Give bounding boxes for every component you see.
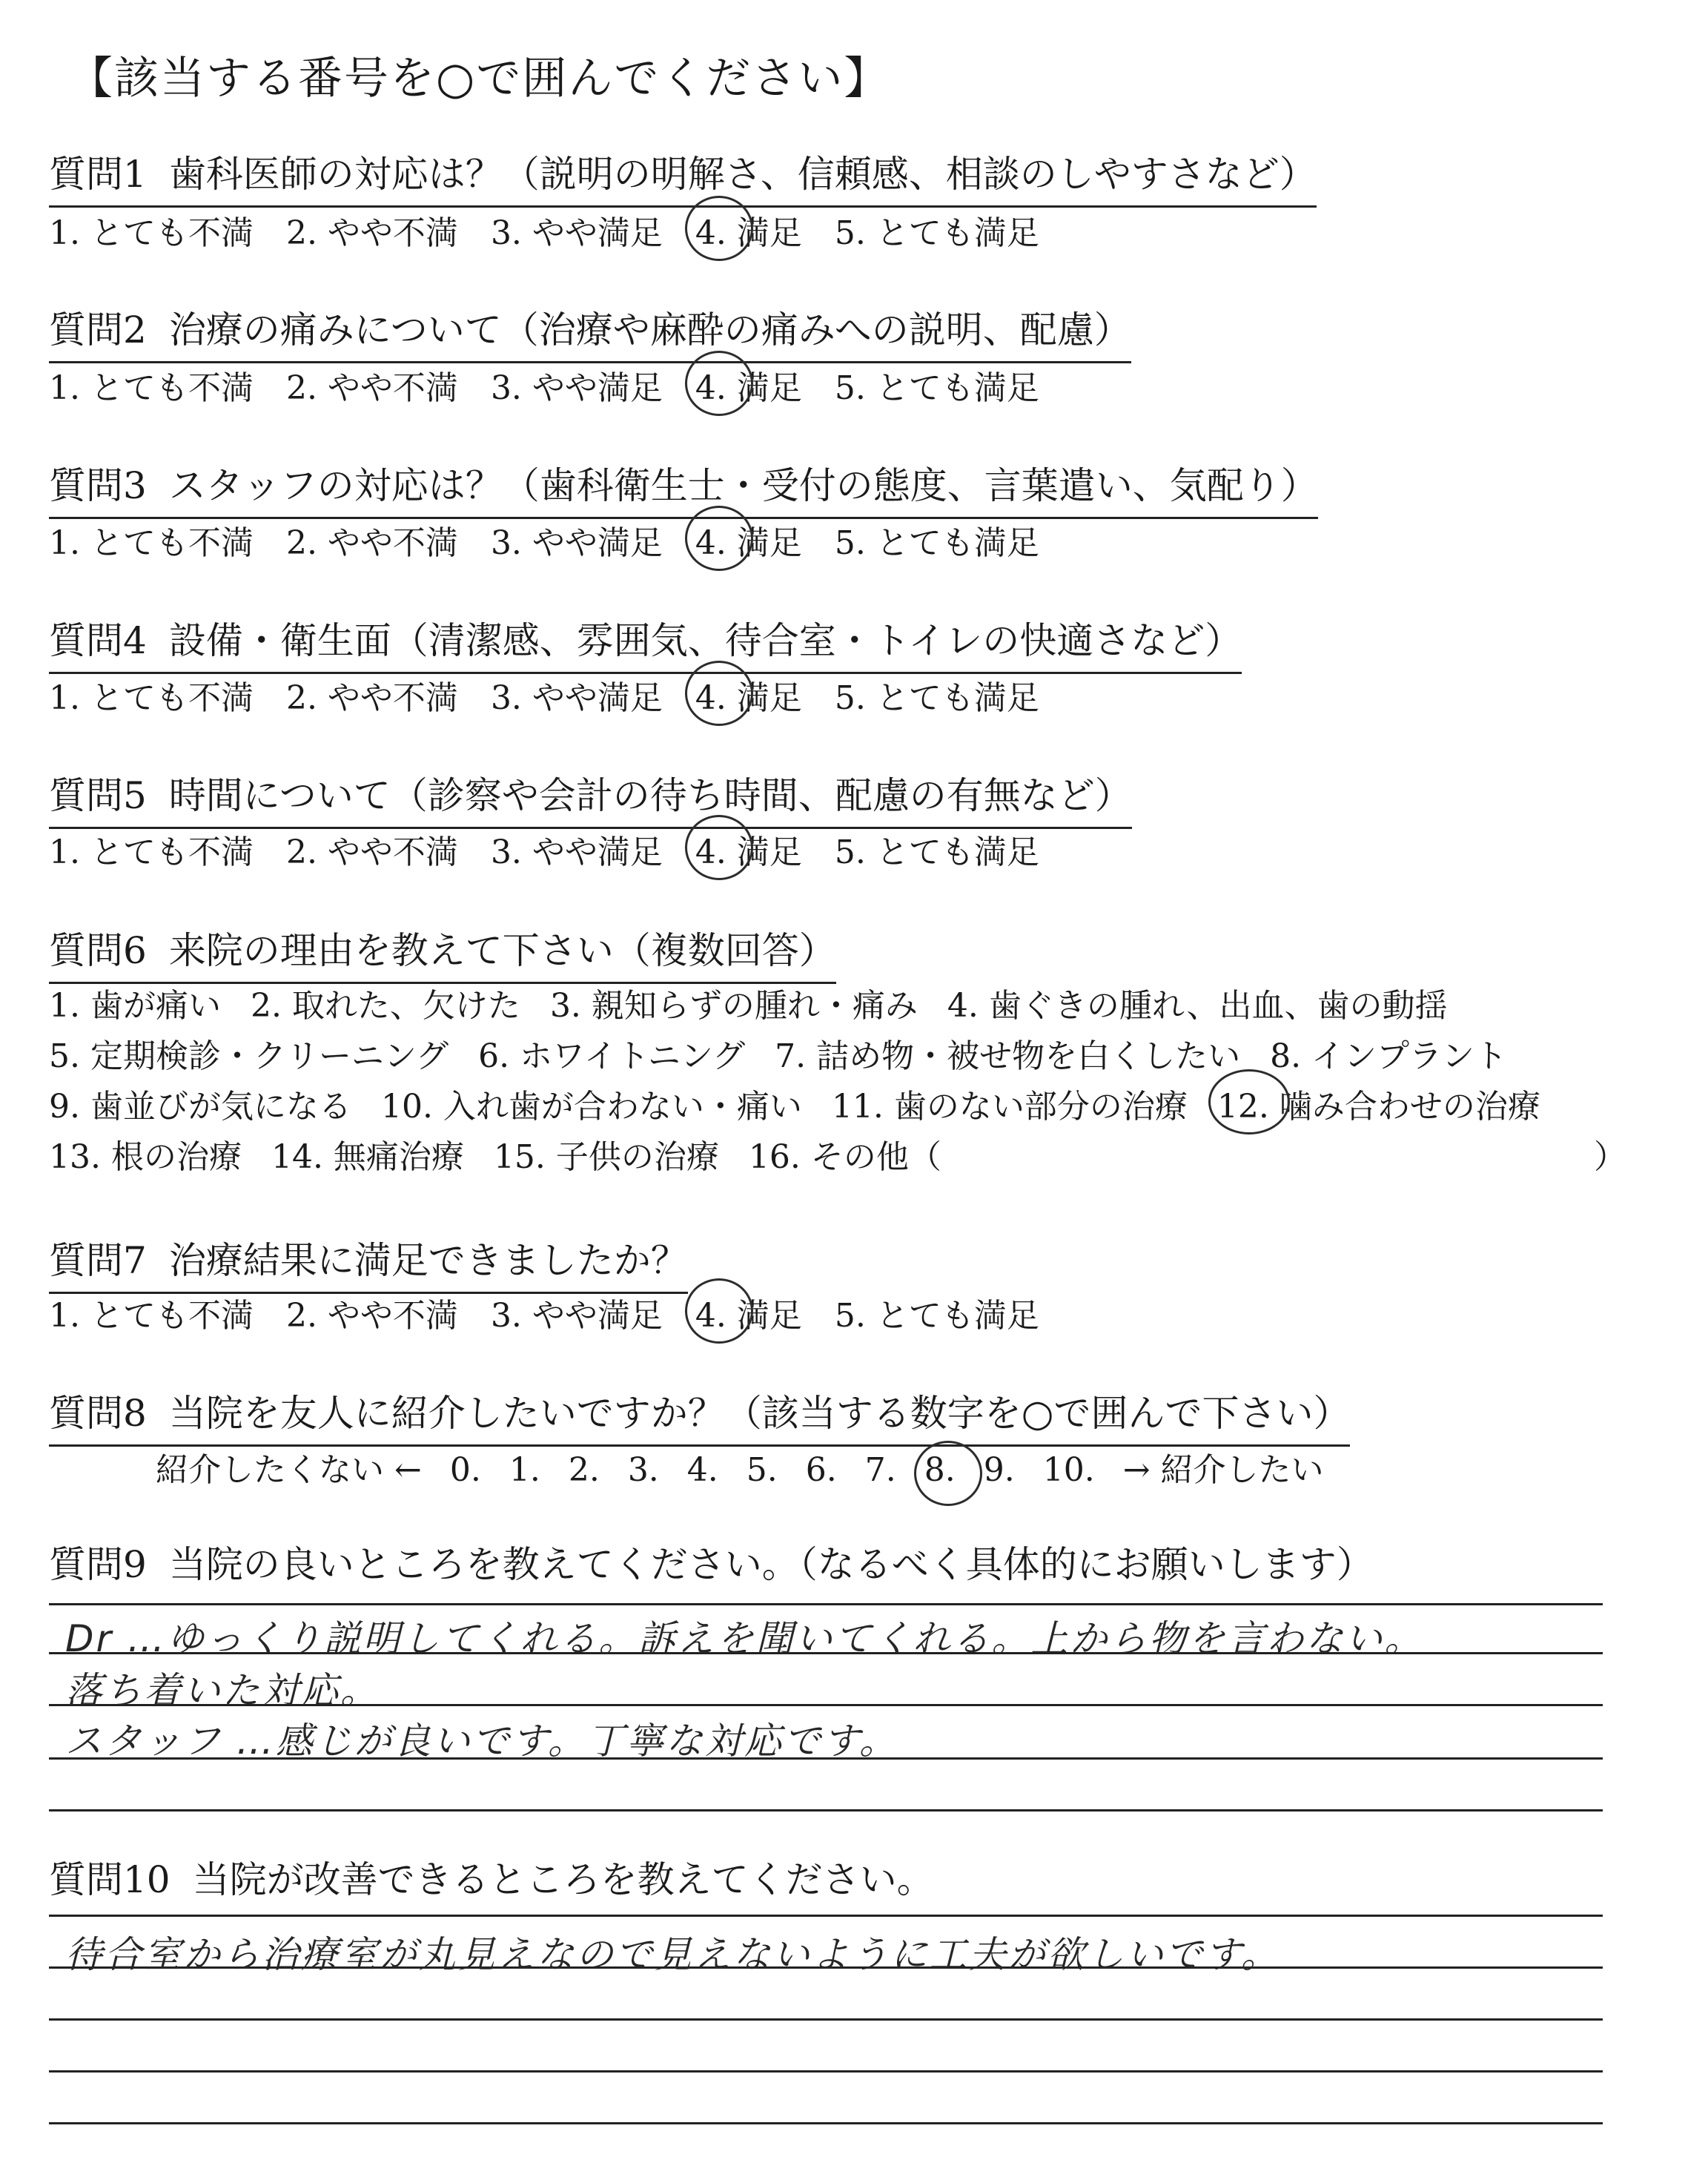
question-number: 質問5 xyxy=(49,774,147,817)
option-selected[interactable]: 4. 満足 xyxy=(695,1289,802,1336)
question-text: スタッフの対応は？（歯科衛生士・受付の態度、言葉遣い、気配り） xyxy=(168,464,1318,507)
answer-9-line-2[interactable]: 落ち着いた対応。 xyxy=(65,1669,380,1712)
answer-line xyxy=(49,1915,1603,1917)
question-5-title xyxy=(49,766,1132,829)
scale-value[interactable]: 9. xyxy=(983,1451,1015,1489)
question-number: 質問2 xyxy=(49,308,147,351)
question-7-title xyxy=(49,1231,688,1294)
question-text: 治療結果に満足できましたか？ xyxy=(168,1239,688,1282)
question-number: 質問1 xyxy=(49,153,147,196)
reason-option[interactable]: 2. 取れた、欠けた xyxy=(250,987,520,1025)
option[interactable]: 3. やや満足 xyxy=(490,369,663,407)
option[interactable]: 2. やや不満 xyxy=(285,214,458,252)
option[interactable]: 3. やや満足 xyxy=(490,833,663,871)
question-5-options xyxy=(49,825,1072,873)
question-3-title xyxy=(49,456,1318,519)
option[interactable]: 1. とても不満 xyxy=(49,524,254,562)
question-text: 時間について（診察や会計の待ち時間、配慮の有無など） xyxy=(168,774,1132,817)
question-7-options xyxy=(49,1289,1072,1336)
question-8-title xyxy=(49,1384,1350,1447)
reason-option-selected[interactable]: 12. 噛み合わせの治療 xyxy=(1217,1080,1540,1127)
scale-value[interactable]: 6. xyxy=(805,1451,837,1489)
question-number: 質問3 xyxy=(49,464,147,507)
option[interactable]: 5. とても満足 xyxy=(834,524,1039,562)
option-selected[interactable]: 4. 満足 xyxy=(695,671,802,719)
page-title: 【該当する番号を○で囲んでください】 xyxy=(68,53,890,105)
option[interactable]: 2. やや不満 xyxy=(285,369,458,407)
question-4-options xyxy=(49,671,1072,719)
scale-right-label: → 紹介したい xyxy=(1122,1451,1324,1489)
question-number: 質問9 xyxy=(49,1543,147,1586)
option-selected[interactable]: 4. 満足 xyxy=(695,361,802,409)
scale-value-selected[interactable]: 8. xyxy=(924,1451,956,1489)
option[interactable]: 1. とても不満 xyxy=(49,833,254,871)
reason-option[interactable]: 7. 詰め物・被せ物を白くしたい xyxy=(775,1037,1241,1075)
question-2-title xyxy=(49,300,1131,363)
option-selected[interactable]: 4. 満足 xyxy=(695,825,802,873)
reason-option[interactable]: 11. 歯のない部分の治療 xyxy=(831,1088,1188,1126)
reasons-row xyxy=(49,1029,1570,1080)
scale-value[interactable]: 3. xyxy=(627,1451,659,1489)
reason-option[interactable]: 15. 子供の治療 xyxy=(493,1138,719,1176)
question-1-options xyxy=(49,206,1072,254)
option[interactable]: 5. とても満足 xyxy=(834,1297,1039,1335)
reason-option[interactable]: 10. 入れ歯が合わない・痛い xyxy=(380,1088,802,1126)
reason-option[interactable]: 14. 無痛治療 xyxy=(271,1138,464,1176)
question-text: 当院が改善できるところを教えてください。 xyxy=(192,1858,934,1901)
question-4-title xyxy=(49,611,1242,674)
question-number: 質問7 xyxy=(49,1239,147,1282)
answer-9-line-1[interactable]: Dr …ゆっくり説明してくれる。訴えを聞いてくれる。上から物を言わない。 xyxy=(65,1617,1424,1660)
question-2-options xyxy=(49,361,1072,409)
answer-line xyxy=(49,2122,1603,2124)
answer-line xyxy=(49,1603,1603,1605)
reasons-row xyxy=(49,979,1570,1029)
question-number: 質問6 xyxy=(49,929,147,972)
option[interactable]: 3. やや満足 xyxy=(490,214,663,252)
reason-option[interactable]: 4. 歯ぐきの腫れ、出血、歯の動揺 xyxy=(947,987,1448,1025)
option[interactable]: 2. やや不満 xyxy=(285,1297,458,1335)
answer-9-line-3[interactable]: スタッフ …感じが良いです。丁寧な対応です。 xyxy=(65,1720,898,1763)
scale-value[interactable]: 7. xyxy=(864,1451,896,1489)
option[interactable]: 3. やや満足 xyxy=(490,524,663,562)
answer-line xyxy=(49,1809,1603,1811)
reason-option[interactable]: 13. 根の治療 xyxy=(49,1138,242,1176)
other-close-paren: ） xyxy=(1594,1138,1626,1176)
option[interactable]: 5. とても満足 xyxy=(834,369,1039,407)
question-number: 質問8 xyxy=(49,1392,147,1435)
scale-value[interactable]: 2. xyxy=(568,1451,600,1489)
option-selected[interactable]: 4. 満足 xyxy=(695,206,802,254)
reason-option[interactable]: 5. 定期検診・クリーニング xyxy=(49,1037,449,1075)
reason-option[interactable]: 8. インプラント xyxy=(1270,1037,1508,1075)
option[interactable]: 1. とても不満 xyxy=(49,214,254,252)
question-text: 当院の良いところを教えてください。（なるべく具体的にお願いします） xyxy=(168,1543,1374,1586)
reason-option[interactable]: 1. 歯が痛い xyxy=(49,987,221,1025)
question-text: 歯科医師の対応は？（説明の明解さ、信頼感、相談のしやすさなど） xyxy=(168,153,1317,196)
answer-line xyxy=(49,2070,1603,2073)
question-text: 当院を友人に紹介したいですか？（該当する数字を○で囲んで下さい） xyxy=(168,1392,1351,1435)
question-6-title xyxy=(49,921,836,984)
question-10-title xyxy=(49,1850,934,1911)
option[interactable]: 1. とても不満 xyxy=(49,679,254,717)
scale-value[interactable]: 1. xyxy=(509,1451,540,1489)
reason-option[interactable]: 16. その他（ xyxy=(748,1138,941,1176)
scale-value[interactable]: 4. xyxy=(686,1451,718,1489)
reason-option[interactable]: 9. 歯並びが気になる xyxy=(49,1088,351,1126)
option-selected[interactable]: 4. 満足 xyxy=(695,516,802,564)
reason-option[interactable]: 6. ホワイトニング xyxy=(478,1037,746,1075)
question-9-title xyxy=(49,1535,1374,1596)
question-text: 来院の理由を教えて下さい（複数回答） xyxy=(168,929,836,972)
reason-option[interactable]: 3. 親知らずの腫れ・痛み xyxy=(549,987,918,1025)
question-3-options xyxy=(49,516,1072,564)
scale-left-label: 紹介したくない ← xyxy=(156,1451,422,1489)
question-1-title xyxy=(49,145,1317,208)
option[interactable]: 5. とても満足 xyxy=(834,833,1039,871)
question-text: 設備・衛生面（清潔感、雰囲気、待合室・トイレの快適さなど） xyxy=(168,619,1242,662)
option[interactable]: 2. やや不満 xyxy=(285,524,458,562)
option[interactable]: 5. とても満足 xyxy=(834,214,1039,252)
answer-10-line-1[interactable]: 待合室から治療室が丸見えなので見えないように工夫が欲しいです。 xyxy=(65,1933,1280,1976)
option[interactable]: 1. とても不満 xyxy=(49,1297,254,1335)
question-text: 治療の痛みについて（治療や麻酔の痛みへの説明、配慮） xyxy=(168,308,1131,351)
option[interactable]: 5. とても満足 xyxy=(834,679,1039,717)
scale-value[interactable]: 5. xyxy=(746,1451,778,1489)
option[interactable]: 2. やや不満 xyxy=(285,679,458,717)
option[interactable]: 2. やや不満 xyxy=(285,833,458,871)
scale-value[interactable]: 10. xyxy=(1042,1451,1095,1489)
question-6-options xyxy=(49,979,1570,1180)
reasons-row xyxy=(49,1080,1570,1130)
question-number: 質問10 xyxy=(49,1858,171,1901)
answer-line xyxy=(49,2018,1603,2021)
question-number: 質問4 xyxy=(49,619,147,662)
reasons-row xyxy=(49,1130,1570,1180)
option[interactable]: 3. やや満足 xyxy=(490,1297,663,1335)
option[interactable]: 3. やや満足 xyxy=(490,679,663,717)
scale-value[interactable]: 0. xyxy=(449,1451,481,1489)
question-8-scale xyxy=(156,1443,1352,1490)
option[interactable]: 1. とても不満 xyxy=(49,369,254,407)
